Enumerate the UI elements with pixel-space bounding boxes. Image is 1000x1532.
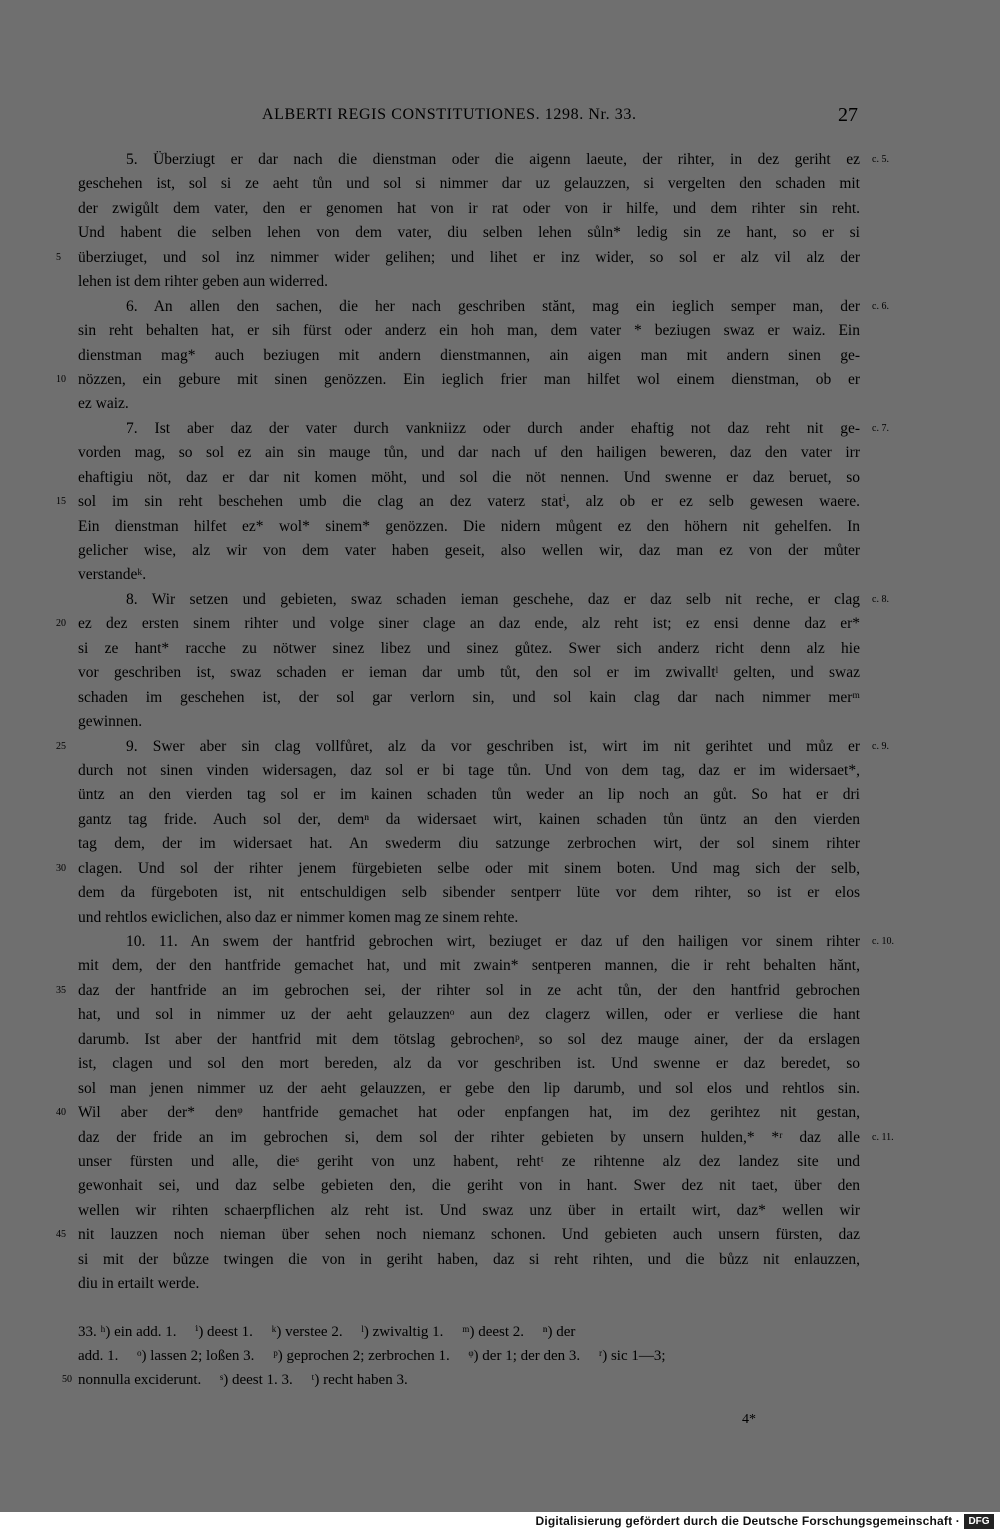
text-line xyxy=(78,710,860,734)
line-number: 30 xyxy=(56,862,66,874)
text-line xyxy=(78,661,860,685)
line-number: 5 xyxy=(56,251,61,263)
line-text: gewinnen. xyxy=(78,713,143,731)
line-text: vorden mag, so sol ez ain sin mauge tůn, und dar nach uf den hailigen beweren, daz den vater irr xyxy=(78,444,860,462)
text-line xyxy=(78,466,860,490)
footnote-line xyxy=(78,1344,860,1368)
text-line xyxy=(78,417,889,441)
margin-note: c. 6. xyxy=(872,300,889,312)
running-header xyxy=(0,106,1000,130)
line-number: 50 xyxy=(62,1374,72,1385)
line-text: hat, und sol in nimmer uz der aeht gelauzzenᵒ aun dez clagerz willen, oder er verliese die hant xyxy=(78,1006,860,1024)
line-text: ez dez ersten sinem rihter und volge siner clage an daz ende, alz reht ist; ez ensi denne daz er* xyxy=(78,615,860,633)
text-line xyxy=(78,270,860,294)
text-line xyxy=(78,906,860,930)
text-line xyxy=(78,1199,860,1223)
line-number: 40 xyxy=(56,1107,66,1119)
line-number: 25 xyxy=(56,740,66,752)
text-line xyxy=(78,832,860,856)
text-line xyxy=(78,588,889,612)
text-line xyxy=(78,197,860,221)
line-text: 9. Swer aber sin clag vollfůret, alz da vor geschriben ist, wirt im nit gerihtet und můz er xyxy=(126,737,860,755)
line-text: dem da fürgeboten ist, nit entschuldigen selb sibender sentperr lüte vor dem rihter, so ist er elos xyxy=(78,884,860,902)
text-line xyxy=(78,563,860,587)
text-line xyxy=(78,221,860,245)
line-text: der zwigůlt dem vater, den er genomen hat von ir rat oder von ir hilfe, und dem rihter sin reht. xyxy=(78,199,860,217)
margin-note: c. 11. xyxy=(872,1131,894,1143)
text-line xyxy=(56,979,860,1003)
line-text: daz der fride an im gebrochen si, dem sol der rihter gebieten by unsern hulden,* *ʳ daz alle xyxy=(78,1128,860,1146)
line-text: Und habent die selben lehen von dem vater, diu selben lehen sůln* ledig sin ze hant, so er si xyxy=(78,224,860,242)
line-text: üntz an den vierden tag sol er im kainen schaden tůn weder an lip noch an gůt. So hat er dri xyxy=(78,786,860,804)
text-line xyxy=(78,783,860,807)
line-text: sol man jenen nimmer uz der aeht gelauzzen, er gebe den lip darumb, und sol elos und rehtlos sin. xyxy=(78,1079,860,1097)
text-line xyxy=(78,172,860,196)
line-text: 6. An allen den sachen, die her nach geschriben stănt, mag ein ieglich semper man, der xyxy=(126,297,860,315)
text-line xyxy=(78,808,860,832)
text-line xyxy=(78,954,860,978)
margin-note: c. 9. xyxy=(872,740,889,752)
line-number: 45 xyxy=(56,1229,66,1241)
line-text: si ze hant* racche zu nötwer sinez libez und sinez gůtez. Swer sich anderz richt denn alz hie xyxy=(78,639,860,657)
dfg-logo: DFG xyxy=(964,1514,994,1529)
line-text: Ein dienstman hilfet ez* wol* sinem* genözzen. Die nidern můgent ez den höhern nit gehelfen. In xyxy=(78,517,860,535)
line-text: ez waiz. xyxy=(78,395,129,413)
line-text: gelicher wise, alz wir von dem vater haben geseit, also wellen wir, daz man ez von der můter xyxy=(78,542,860,559)
main-text xyxy=(56,148,894,1297)
footnote-text: nonnulla exciderunt. ˢ) deest 1. 3. ᵗ) recht haben 3. xyxy=(78,1372,408,1388)
text-line xyxy=(78,881,860,905)
text-line xyxy=(56,246,860,270)
text-line xyxy=(78,1126,894,1150)
header-title: ALBERTI REGIS CONSTITUTIONES. 1298. Nr. 33. xyxy=(262,106,637,123)
line-text: nit lauzzen noch nieman über sehen noch niemanz schonen. Und gebieten auch unsern fürsten, daz xyxy=(78,1226,860,1244)
text-line xyxy=(78,759,860,783)
text-line xyxy=(78,1248,860,1272)
line-text: überziuget, und sol inz nimmer wider gelihen; und lihet er inz wider, so sol er alz vil alz der xyxy=(78,248,860,266)
line-text: ist, clagen und sol den mort bereden, alz da vor geschriben ist. Und swenne er daz beredet, so xyxy=(78,1055,860,1073)
line-text: gewonhait sei, und daz selbe gebieten den, die geriht von in hant. Swer dez nit taet, über den xyxy=(78,1177,860,1195)
footnote-text: 33. ʰ) ein add. 1. ⁱ) deest 1. ᵏ) verstee 2. ˡ) zwivaltig 1. ᵐ) deest 2. ⁿ) der xyxy=(78,1324,576,1340)
text-line xyxy=(78,1052,860,1076)
margin-note: c. 8. xyxy=(872,593,889,605)
text-line xyxy=(78,686,860,710)
line-text: vor geschriben ist, swaz schaden er ieman dar umb tůt, den sol er im zwivalltˡ gelten, und swaz xyxy=(78,664,860,682)
line-text: nözzen, ein gebure mit sinen genözzen. Ein ieglich frier man hilfet wol einem dienstman, ob er xyxy=(78,370,860,388)
text-line xyxy=(56,368,860,392)
signature-mark: 4* xyxy=(742,1412,756,1427)
margin-note: c. 7. xyxy=(872,422,889,434)
text-line xyxy=(78,148,889,172)
line-text: wellen wir rihten schaerpflichen alz reht ist. Und swaz unz über in ertailt wirt, daz* wellen wir xyxy=(78,1201,860,1219)
line-text: diu in ertailt werde. xyxy=(78,1275,200,1293)
line-text: 10. 11. An swem der hantfrid gebrochen wirt, beziuget er daz uf den hailigen vor sinem rihter xyxy=(126,933,860,950)
line-text: tag dem, der im widersaet hat. An swederm diu satzunge zerbrochen wirt, der sol sinem rihter xyxy=(78,835,860,853)
text-line xyxy=(78,539,860,563)
line-number: 20 xyxy=(56,618,66,630)
text-line xyxy=(56,1101,860,1125)
line-text: clagen. Und sol der rihter jenem fürgebieten selbe oder mit sinem boten. Und mag sich der selb, xyxy=(78,859,860,877)
margin-note: c. 10. xyxy=(872,936,894,947)
line-text: daz der hantfride an im gebrochen sei, der rihter sol in ze acht tůn, der den hantfrid gebrochen xyxy=(78,981,860,999)
line-number: 35 xyxy=(56,984,66,996)
margin-note: c. 5. xyxy=(872,154,889,165)
text-line xyxy=(78,1174,860,1198)
footnotes xyxy=(62,1320,860,1392)
footnote-text: add. 1. ᵒ) lassen 2; loßen 3. ᵖ) geprochen 2; zerbrochen 1. ᵠ) der 1; der den 3. ʳ) sic 1—3; xyxy=(78,1348,666,1364)
line-text: lehen ist dem rihter geben aun widerred. xyxy=(78,273,329,291)
line-number: 15 xyxy=(56,496,66,508)
line-text: darumb. Ist aber der hantfrid mit dem tötslag gebrochenᵖ, so sol dez mauge ainer, der da erslagen xyxy=(78,1030,860,1048)
text-line xyxy=(78,1272,860,1296)
text-line xyxy=(78,392,860,416)
line-text: 7. Ist aber daz der vater durch vankniizz oder durch ander ehaftig not daz reht nit ge- xyxy=(126,419,860,437)
line-text: gantz tag fride. Auch sol der, demⁿ da widersaet wirt, kainen schaden tůn üntz an den vierden xyxy=(78,810,860,828)
text-line xyxy=(78,637,860,661)
line-text: mit dem, der den hantfride gemachet hat, und mit zwain* sentperen mannen, die ir reht behalten hănt, xyxy=(78,957,860,975)
text-line xyxy=(78,295,889,319)
text-line xyxy=(78,319,860,343)
text-line xyxy=(56,857,860,881)
line-text: ehaftigiu nöt, daz er dar nit komen möht, und sol die nöt nennen. Und swenne er daz beruet, so xyxy=(78,468,860,486)
line-text: si mit der bůzze twingen die von in geriht haben, daz si reht rihten, und die bůzz nit enlauzzen, xyxy=(78,1250,860,1268)
line-text: 8. Wir setzen und gebieten, swaz schaden ieman geschehe, daz er daz selb nit reche, er clag xyxy=(126,590,860,608)
text-line xyxy=(78,930,894,954)
text-line xyxy=(78,1003,860,1027)
line-text: unser fürsten und alle, dieˢ geriht von unz habent, rehtᵗ ze rihtenne alz dez landez site und xyxy=(78,1152,860,1170)
text-line xyxy=(78,1150,860,1174)
line-text: 5. Überziugt er dar nach die dienstman oder die aigenn laeute, der rihter, in dez geriht ez xyxy=(126,151,860,168)
text-line xyxy=(78,344,860,368)
line-text: schaden im geschehen ist, der sol gar verlorn sin, und sol kain clag dar nach nimmer merᵐ xyxy=(78,688,860,706)
line-text: und rehtlos ewiclichen, also daz er nimmer komen mag ze sinem rehte. xyxy=(78,908,519,926)
text-line xyxy=(56,612,860,636)
line-text: durch not sinen vinden widersagen, daz sol er bi tage tůn. Und von dem tag, daz er im widersaet*, xyxy=(78,761,860,779)
footnote-line xyxy=(62,1368,860,1392)
line-text: sin reht behalten hat, er sih fürst oder anderz ein hoh man, dem vater * beziugen swaz er waiz. Ein xyxy=(78,322,860,340)
footer-bar xyxy=(0,1512,1000,1532)
line-text: dienstman mag* auch beziugen mit andern dienstmannen, ain aigen man mit andern sinen ge- xyxy=(78,346,860,364)
footnote-line xyxy=(78,1320,860,1344)
text-line xyxy=(56,735,889,759)
text-line xyxy=(78,515,860,539)
text-line xyxy=(78,1077,860,1101)
text-line xyxy=(56,1223,860,1247)
funding-notice: Digitalisierung gefördert durch die Deutsche Forschungsgemeinschaft · xyxy=(535,1514,960,1528)
text-line xyxy=(78,1028,860,1052)
line-text: Wil aber der* denᵠ hantfride gemachet hat oder enpfangen hat, im dez gerihtez nit gestan, xyxy=(78,1104,860,1122)
line-text: verstandeᵏ. xyxy=(78,566,147,584)
line-text: geschehen ist, sol si ze aeht tůn und sol si nimmer dar uz gelauzzen, si vergelten den schaden mit xyxy=(78,175,860,193)
line-number: 10 xyxy=(56,373,66,385)
text-line xyxy=(56,490,860,514)
page-number: 27 xyxy=(838,104,858,126)
line-text: sol im sin reht beschehen umb die clag an dez vaterz statⁱ, alz ob er ez selb gewesen waere. xyxy=(78,493,860,511)
text-line xyxy=(78,441,860,465)
